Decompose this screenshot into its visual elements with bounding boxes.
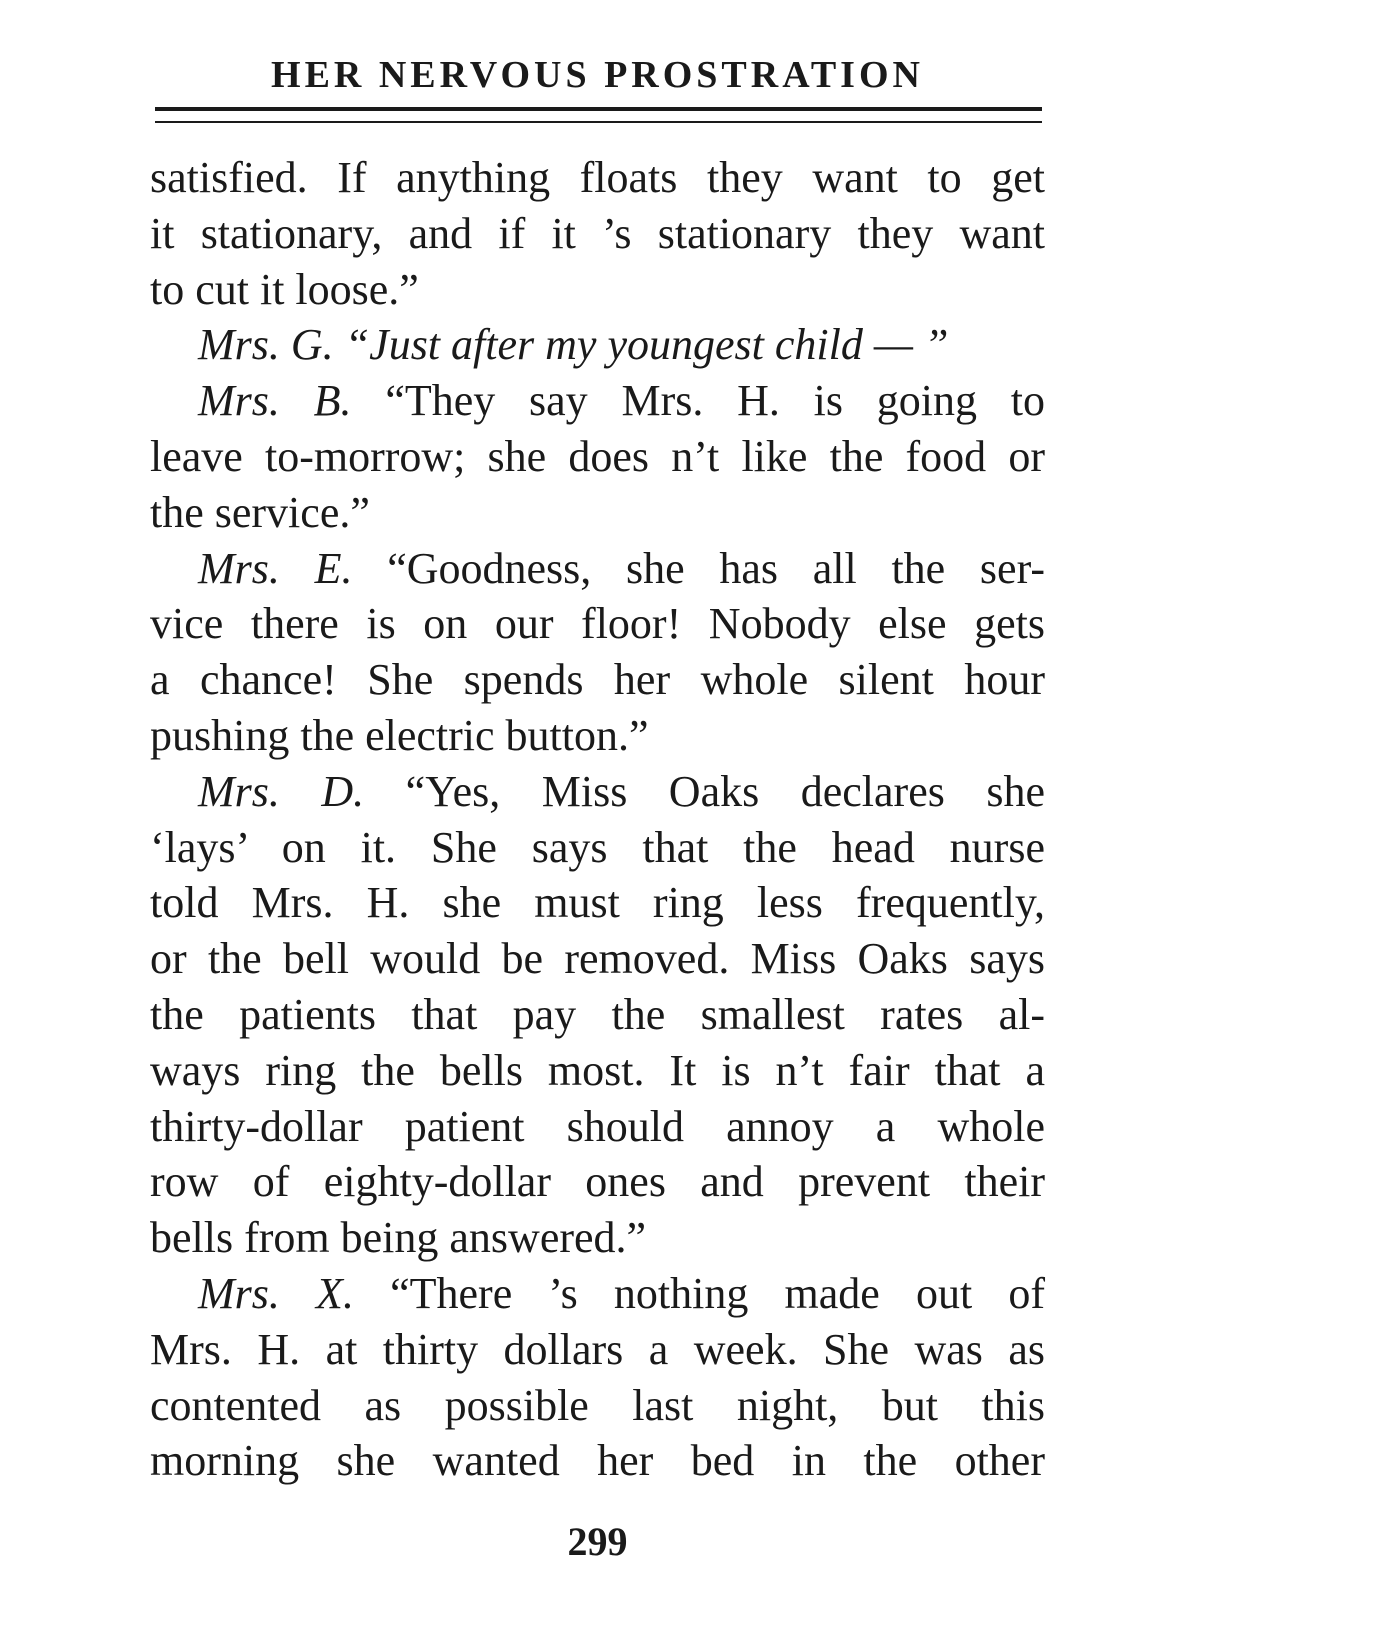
header-rule-thin bbox=[155, 121, 1042, 123]
text-line: a chance! She spends her whole silent hour bbox=[150, 655, 1045, 705]
page-number: 299 bbox=[567, 1519, 628, 1564]
dialogue-line bbox=[150, 764, 1045, 820]
running-head: HER NERVOUS PROSTRATION bbox=[271, 54, 924, 96]
speech-text: “Yes, Miss Oaks declares she bbox=[405, 766, 1045, 816]
speech-text: “There ’s nothing made out of bbox=[390, 1268, 1046, 1318]
text-line: morning she wanted her bed in the other bbox=[150, 1436, 1045, 1486]
text-line: ‘lays’ on it. She says that the head nurse bbox=[150, 822, 1045, 872]
text-line: pushing the electric button.” bbox=[150, 710, 649, 760]
text-line: leave to-morrow; she does n’t like the food or bbox=[150, 431, 1045, 481]
text-line: satisfied. If anything floats they want to get bbox=[150, 153, 1045, 202]
speaker-name: Mrs. X. bbox=[198, 1268, 354, 1318]
text-line: to cut it loose.” bbox=[150, 264, 419, 314]
dialogue-line bbox=[150, 317, 1045, 373]
speech-text: “Just after my youngest child — ” bbox=[344, 320, 949, 370]
dialogue-line bbox=[150, 541, 1045, 597]
text-line: contented as possible last night, but this bbox=[150, 1380, 1045, 1430]
text-line: the service.” bbox=[150, 487, 370, 537]
body-text bbox=[150, 150, 1045, 1489]
speech-text: “They say Mrs. H. is going to bbox=[385, 376, 1046, 426]
speaker-name: Mrs. B. bbox=[198, 376, 352, 426]
text-line: ways ring the bells most. It is n’t fair that a bbox=[150, 1045, 1045, 1095]
text-line: thirty-dollar patient should annoy a whole bbox=[150, 1101, 1045, 1151]
header-rule-thick bbox=[155, 107, 1042, 111]
dialogue-line bbox=[150, 373, 1045, 429]
speaker-name: Mrs. G. bbox=[198, 320, 334, 370]
text-line: bells from being answered.” bbox=[150, 1213, 647, 1263]
speaker-name: Mrs. D. bbox=[198, 766, 365, 816]
speaker-name: Mrs. E. bbox=[198, 543, 353, 593]
dialogue-line bbox=[150, 1266, 1045, 1322]
text-line: row of eighty-dollar ones and prevent their bbox=[150, 1157, 1045, 1207]
text-line: the patients that pay the smallest rates al- bbox=[150, 989, 1045, 1039]
text-line: told Mrs. H. she must ring less frequently, bbox=[150, 878, 1045, 928]
text-line: vice there is on our floor! Nobody else gets bbox=[150, 599, 1045, 649]
text-line: or the bell would be removed. Miss Oaks says bbox=[150, 934, 1045, 984]
text-line: it stationary, and if it ’s stationary they want bbox=[150, 208, 1045, 258]
text-line: Mrs. H. at thirty dollars a week. She was as bbox=[150, 1324, 1045, 1374]
speech-text: “Goodness, she has all the ser- bbox=[387, 543, 1045, 593]
